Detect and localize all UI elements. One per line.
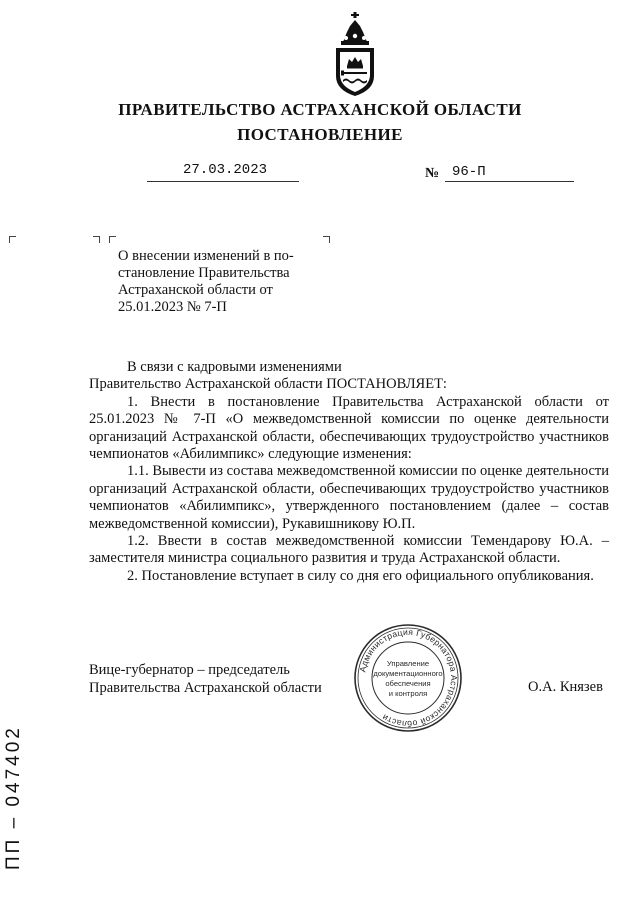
document-number: 96-П: [452, 164, 486, 180]
coat-of-arms-icon: [330, 10, 380, 98]
paragraph-1-1: 1.1. Вывести из состава межведомственной комиссии по оценке деятельности организаций Астраханской области, обеспечивающих трудоустройство участников чемпионатов «Абилимпикс», утвержденного постановлением (далее – состав межведомственной комиссии), Рукавишникову Ю.П.: [89, 463, 609, 532]
number-underline: [445, 181, 574, 182]
intro-line: Правительство Астраханской области ПОСТАНОВЛЯЕТ:: [89, 376, 447, 393]
subject-line: 25.01.2023 № 7-П: [118, 299, 227, 315]
paragraph-1-2: 1.2. Ввести в состав межведомственной комиссии Темендарову Ю.А. – заместителя министра социального развития и труда Астраханской области.: [89, 533, 609, 567]
seal-ring-text: Администрация Губернатора Астраханской области: [357, 626, 460, 730]
signer-position-line: Вице-губернатор – председатель: [89, 662, 290, 678]
document-type: ПОСТАНОВЛЕНИЕ: [237, 125, 403, 144]
corner-mark: [9, 236, 16, 243]
signer-name: О.А. Князев: [528, 679, 603, 695]
intro-line: В связи с кадровыми изменениями: [127, 359, 342, 375]
corner-mark: [323, 236, 330, 243]
seal-center-line: обеспечения: [385, 679, 431, 688]
document-date: 27.03.2023: [183, 162, 268, 178]
subject-line: О внесении изменений в по-: [118, 248, 294, 264]
date-underline: [147, 181, 299, 182]
document-serial-code: ПП – 047402: [3, 725, 24, 870]
seal-center-line: Управление: [386, 659, 430, 668]
signer-position: [89, 661, 322, 697]
official-seal: [352, 622, 464, 734]
seal-center-line: и контроля: [388, 689, 428, 698]
subject-line: становление Правительства: [118, 265, 290, 281]
corner-mark: [93, 236, 100, 243]
seal-center-line: документационного: [373, 669, 443, 678]
corner-mark: [109, 236, 116, 243]
subject-line: Астраханской области от: [118, 282, 273, 298]
document-body: [89, 359, 609, 585]
number-sign: №: [425, 166, 440, 181]
page-title: ПРАВИТЕЛЬСТВО АСТРАХАНСКОЙ ОБЛАСТИ: [118, 100, 522, 119]
paragraph-2: 2. Постановление вступает в силу со дня его официального опубликования.: [127, 567, 594, 584]
signer-position-line: Правительства Астраханской области: [89, 680, 322, 696]
paragraph-1: 1. Внести в постановление Правительства Астраханской области от 25.01.2023 № 7-П «О межведомственной комиссии по оценке деятельности организаций Астраханской области, обеспечивающих трудоустройство участников чемпионатов «Абилимпикс» следующие изменения:: [89, 393, 609, 463]
document-subject: [118, 248, 322, 316]
